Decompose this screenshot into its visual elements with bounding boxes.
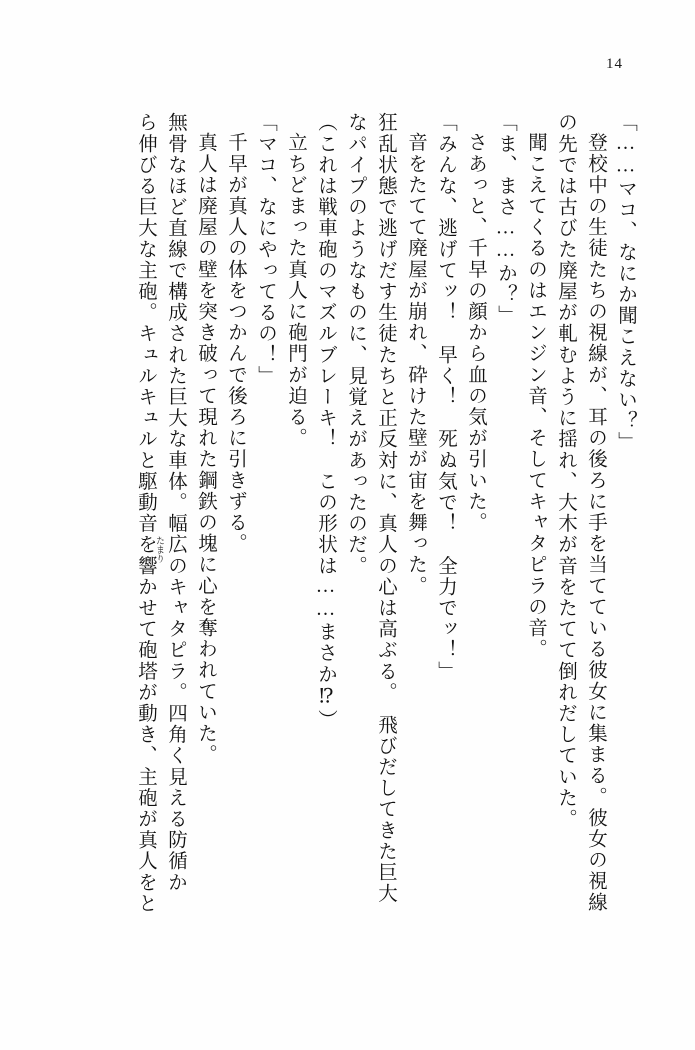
text-column: 立ちどまった真人に砲門が迫る。 xyxy=(285,132,306,449)
text-column: 無骨なほど直線で構成された巨大な車体。幅広のキャタピラ。四角く見える防循か xyxy=(165,112,186,893)
text-column: なパイプのようなものに、見覚えがあったのだ。 xyxy=(345,112,366,577)
vertical-text-body xyxy=(58,112,635,992)
text-column: 「マコ、なにやってるの！」 xyxy=(255,112,276,387)
text-column: 聞こえてくるのはエンジン音、そしてキャタピラの音。 xyxy=(525,132,546,660)
text-column: 「……マコ、なにか聞こえない？」 xyxy=(615,112,636,453)
text-column: 音をたてて廃屋が崩れ、砕けた壁が宙を舞った。 xyxy=(405,132,426,597)
text-column: 「ま、まさ……か？」 xyxy=(495,112,516,326)
text-column: の先では古びた廃屋が軋むように揺れ、大木が音をたてて倒れだしていた。 xyxy=(555,112,576,830)
page-number: 14 xyxy=(606,56,623,72)
text-column: 登校中の生徒たちの視線が、耳の後ろに手を当てている彼女に集まる。彼女の視線 xyxy=(585,132,606,913)
text-column: 「みんな、逃げてッ！ 早く！ 死ぬ気で！ 全力でッ！」 xyxy=(435,112,456,682)
text-column: 千早が真人の体をつかんで後ろに引きずる。 xyxy=(225,132,246,554)
text-column: ら伸びる巨大な主砲。キュルキュルと駆動音を響かせて砲塔が動き、主砲が真人をと xyxy=(135,112,156,914)
text-column: （これは戦車砲のマズルブレーキ！ この形状は……まさか⁉） xyxy=(315,112,336,731)
text-column: 真人は廃屋の壁を突き破って現れた鋼鉄の塊に心を奪われていた。 xyxy=(195,132,216,765)
text-column: さあっと、千早の顔から血の気が引いた。 xyxy=(465,132,486,533)
text-column: 狂乱状態で逃げだす生徒たちと正反対に、真人の心は高ぶる。 飛びだしてきた巨大 xyxy=(375,112,396,905)
ruby-annotation: たまり xyxy=(155,536,165,563)
